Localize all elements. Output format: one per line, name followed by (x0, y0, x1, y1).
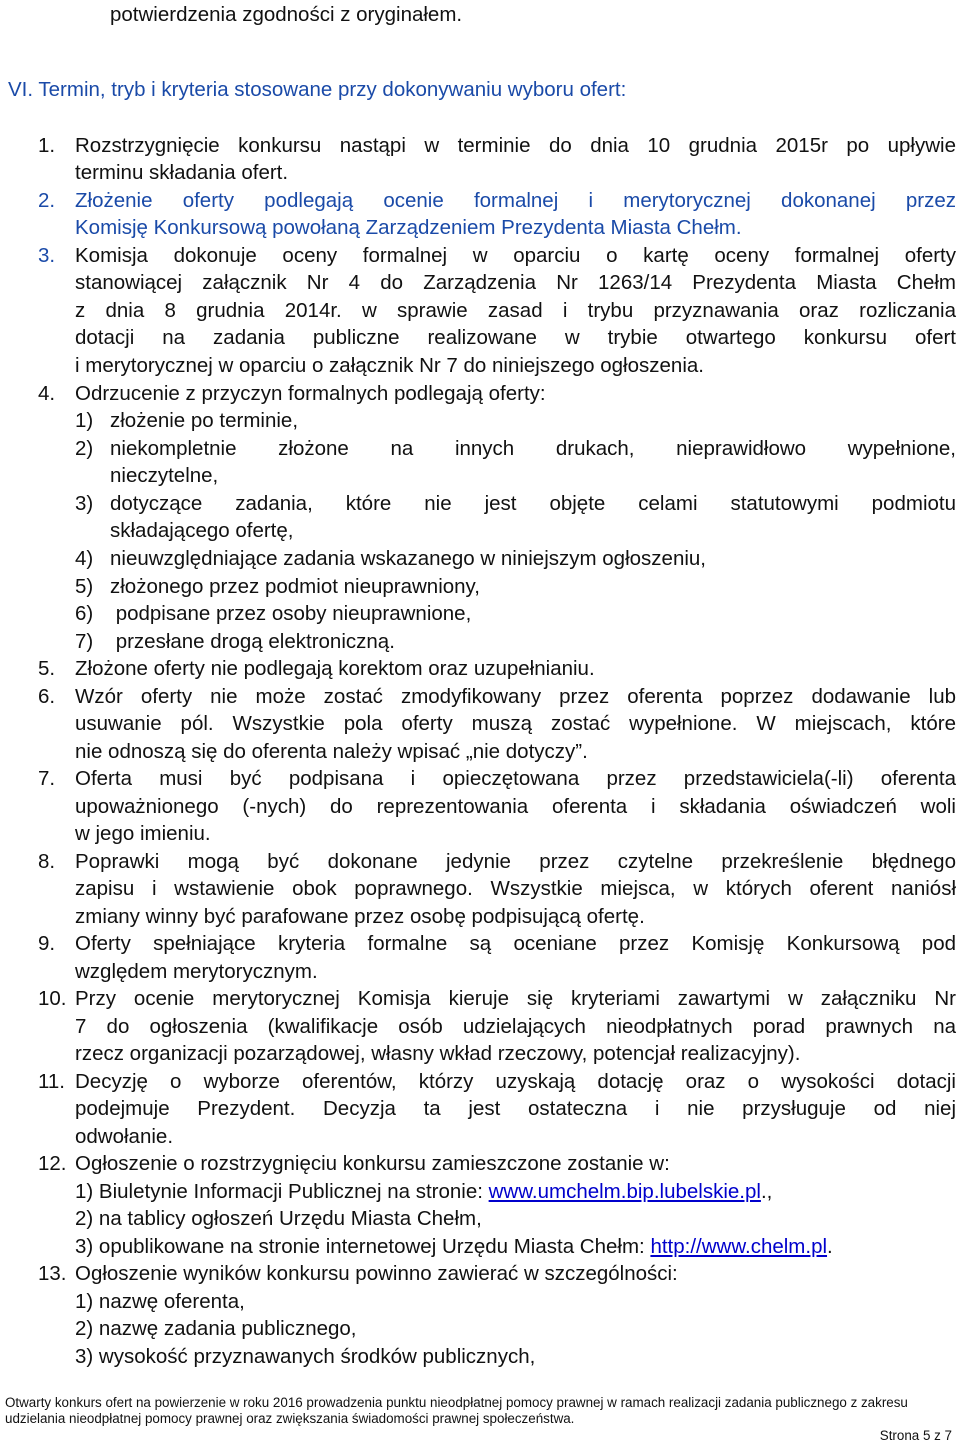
list-item-8-cont (0, 903, 960, 930)
item-text-line: usuwanie pól. Wszystkie pola oferty muszą zostać wypełnione. W miejscach, które (75, 712, 956, 735)
item-number: 5. (38, 657, 56, 680)
sub-item-line (75, 1233, 833, 1260)
sub-item-4-3 (0, 490, 960, 517)
item-text-line: Rozstrzygnięcie konkursu nastąpi w terminie do dnia 10 grudnia 2015r po upływie (75, 134, 956, 157)
sub-item-12-3 (0, 1233, 960, 1260)
sub-item-text: przesłane drogą elektroniczną. (110, 630, 395, 653)
list-item-11 (0, 1068, 960, 1095)
item-number: 10. (38, 987, 67, 1010)
item-number: 1. (38, 134, 56, 157)
item-text-line: Ogłoszenie wyników konkursu powinno zawierać w szczególności: (75, 1262, 678, 1285)
item-text-line: z dnia 8 grudnia 2014r. w sprawie zasad i trybu przyznawania oraz rozliczania (75, 299, 956, 322)
list-item-4 (0, 380, 960, 407)
sub-item-12-2 (0, 1205, 960, 1232)
sub-item-4-1 (0, 407, 960, 434)
item-text-line: Przy ocenie merytorycznej Komisja kieruje się kryteriami zawartymi w załączniku Nr (75, 987, 956, 1010)
item-text-line: w jego imieniu. (75, 822, 211, 845)
item-text-line: terminu składania ofert. (75, 161, 289, 184)
item-text-line: dotacji na zadania publiczne realizowane w trybie otwartego konkursu ofert (75, 326, 956, 349)
list-item-8 (0, 848, 960, 875)
item-text-line: względem merytorycznym. (75, 960, 318, 983)
sub-item-13-3 (0, 1343, 960, 1370)
sub-item-text: złożonego przez podmiot nieuprawniony, (110, 575, 480, 598)
item-number: 13. (38, 1262, 67, 1285)
list-item-6 (0, 683, 960, 710)
item-text-line: 7 do ogłoszenia (kwalifikacje osób udzielających nieodpłatnych porad prawnych na (75, 1015, 956, 1038)
list-item-2 (0, 187, 960, 214)
sub-item-4-5 (0, 573, 960, 600)
item-number: 11. (38, 1070, 65, 1093)
section-heading: VI. Termin, tryb i kryteria stosowane przy dokonywaniu wyboru ofert: (8, 78, 627, 101)
item-text-line: Oferta musi być podpisana i opieczętowana przez przedstawiciela(-li) oferenta (75, 767, 956, 790)
item-text-line: Komisja dokonuje oceny formalnej w oparciu o kartę oceny formalnej oferty (75, 244, 956, 267)
list-item-3-cont (0, 269, 960, 296)
sub-item-4-4 (0, 545, 960, 572)
sub-item-13-2 (0, 1315, 960, 1342)
section-heading-row (0, 76, 960, 103)
bip-link[interactable]: www.umchelm.bip.lubelskie.pl (488, 1180, 761, 1203)
list-item-11-cont (0, 1095, 960, 1122)
sub-item-text: podpisane przez osoby nieuprawnione, (110, 602, 472, 625)
sub-item-suffix: . (827, 1235, 833, 1258)
item-text-line: stanowiącej załącznik Nr 4 do Zarządzenia Nr 1263/14 Prezydenta Miasta Chełm (75, 271, 956, 294)
footer-line-1: Otwarty konkurs ofert na powierzenie w roku 2016 prowadzenia punktu nieodpłatnej pomocy prawnej w ramach realizacji zadania publicznego z zakresu (5, 1395, 908, 1410)
item-text-line: Wzór oferty nie może zostać zmodyfikowany przez oferenta poprzez dodawanie lub (75, 685, 956, 708)
list-item-8-cont (0, 875, 960, 902)
list-item-11-cont (0, 1123, 960, 1150)
sub-item-4-3-cont (0, 517, 960, 544)
sub-item-4-6 (0, 600, 960, 627)
sub-item-number: 3) (75, 492, 94, 515)
item-text-line: podejmuje Prezydent. Decyzja ta jest ostateczna i nie przysługuje od niej (75, 1097, 956, 1120)
footer-line-2: udzielania nieodpłatnej pomocy prawnej oraz zwiększania świadomości prawnej społeczeństwa. (5, 1411, 575, 1426)
item-text-line: zmiany winny być parafowane przez osobę podpisującą ofertę. (75, 905, 645, 928)
item-number: 8. (38, 850, 56, 873)
list-item-1 (0, 132, 960, 159)
item-text-line: Komisję Konkursową powołaną Zarządzeniem Prezydenta Miasta Chełm. (75, 216, 742, 239)
item-text-line: Złożenie oferty podlegają ocenie formalnej i merytorycznej dokonanej przez (75, 189, 956, 212)
page-number: Strona 5 z 7 (879, 1428, 952, 1443)
item-text-line: i merytorycznej w oparciu o załącznik Nr 7 do niniejszego ogłoszenia. (75, 354, 704, 377)
list-item-7-cont (0, 820, 960, 847)
list-item-13 (0, 1260, 960, 1287)
sub-item-text: dotyczące zadania, które nie jest objęte celami statutowymi podmiotu (110, 492, 956, 515)
list-item-10-cont (0, 1013, 960, 1040)
list-item-7-cont (0, 793, 960, 820)
item-text-line: odwołanie. (75, 1125, 174, 1148)
item-text-line: Złożone oferty nie podlegają korektom oraz uzupełnianiu. (75, 657, 595, 680)
list-item-10-cont (0, 1040, 960, 1067)
item-number: 12. (38, 1152, 67, 1175)
item-text-line: Oferty spełniające kryteria formalne są oceniane przez Komisję Konkursową pod (75, 932, 956, 955)
sub-item-text: 3) opublikowane na stronie internetowej Urzędu Miasta Chełm: (75, 1235, 651, 1258)
sub-item-text: niekompletnie złożone na innych drukach, nieprawidłowo wypełnione, (110, 437, 956, 460)
sub-item-line (75, 1178, 772, 1205)
item-text-line: nie odnoszą się do oferenta należy wpisać „nie dotyczy”. (75, 740, 588, 763)
item-number: 7. (38, 767, 56, 790)
item-text-line: Decyzję o wyborze oferentów, którzy uzyskają dotację oraz o wysokości dotacji (75, 1070, 956, 1093)
sub-item-number: 6) (75, 602, 94, 625)
list-item-10 (0, 985, 960, 1012)
list-item-12 (0, 1150, 960, 1177)
item-number: 2. (38, 189, 56, 212)
sub-item-text: nieuwzględniające zadania wskazanego w niniejszym ogłoszeniu, (110, 547, 706, 570)
list-item-9 (0, 930, 960, 957)
list-item-7 (0, 765, 960, 792)
sub-item-13-1 (0, 1288, 960, 1315)
sub-item-text: 2) nazwę zadania publicznego, (75, 1317, 357, 1340)
item-text-line: upoważnionego (-nych) do reprezentowania oferenta i składania oświadczeń woli (75, 795, 956, 818)
sub-item-text: składającego ofertę, (110, 519, 294, 542)
sub-item-number: 5) (75, 575, 94, 598)
top-continuation-text: potwierdzenia zgodności z oryginałem. (110, 3, 463, 26)
list-item-3-cont (0, 352, 960, 379)
sub-item-text: złożenie po terminie, (110, 409, 299, 432)
list-item-9-cont (0, 958, 960, 985)
item-number: 3. (38, 244, 56, 267)
sub-item-number: 1) (75, 409, 94, 432)
item-text-line: zapisu i wstawienie obok poprawnego. Wszystkie miejsca, w których oferent naniósł (75, 877, 956, 900)
list-item-2-cont (0, 214, 960, 241)
list-item-6-cont (0, 738, 960, 765)
list-item-3-cont (0, 324, 960, 351)
sub-item-12-1 (0, 1178, 960, 1205)
sub-item-text: nieczytelne, (110, 464, 219, 487)
item-text-line: Ogłoszenie o rozstrzygnięciu konkursu zamieszczone zostanie w: (75, 1152, 670, 1175)
item-text-line: rzecz organizacji pozarządowej, własny wkład rzeczowy, potencjał realizacyjny). (75, 1042, 801, 1065)
item-text-line: Odrzucenie z przyczyn formalnych podlegają oferty: (75, 382, 546, 405)
chelm-website-link[interactable]: http://www.chelm.pl (650, 1235, 828, 1258)
item-number: 4. (38, 382, 56, 405)
sub-item-suffix: ., (760, 1180, 773, 1203)
item-text-line: Poprawki mogą być dokonane jedynie przez czytelne przekreślenie błędnego (75, 850, 956, 873)
item-number: 9. (38, 932, 56, 955)
list-item-5 (0, 655, 960, 682)
sub-item-text: 1) Biuletynie Informacji Publicznej na stronie: (75, 1180, 489, 1203)
sub-item-text: 1) nazwę oferenta, (75, 1290, 245, 1313)
sub-item-text: 3) wysokość przyznawanych środków publicznych, (75, 1345, 536, 1368)
sub-item-4-2 (0, 435, 960, 462)
sub-item-number: 2) (75, 437, 94, 460)
list-item-1-cont (0, 159, 960, 186)
list-item-6-cont (0, 710, 960, 737)
sub-item-4-2-cont (0, 462, 960, 489)
list-item-3 (0, 242, 960, 269)
item-number: 6. (38, 685, 56, 708)
top-line-row (0, 1, 960, 28)
sub-item-text: 2) na tablicy ogłoszeń Urzędu Miasta Chełm, (75, 1207, 482, 1230)
list-item-3-cont (0, 297, 960, 324)
sub-item-number: 7) (75, 630, 94, 653)
sub-item-4-7 (0, 628, 960, 655)
sub-item-number: 4) (75, 547, 94, 570)
